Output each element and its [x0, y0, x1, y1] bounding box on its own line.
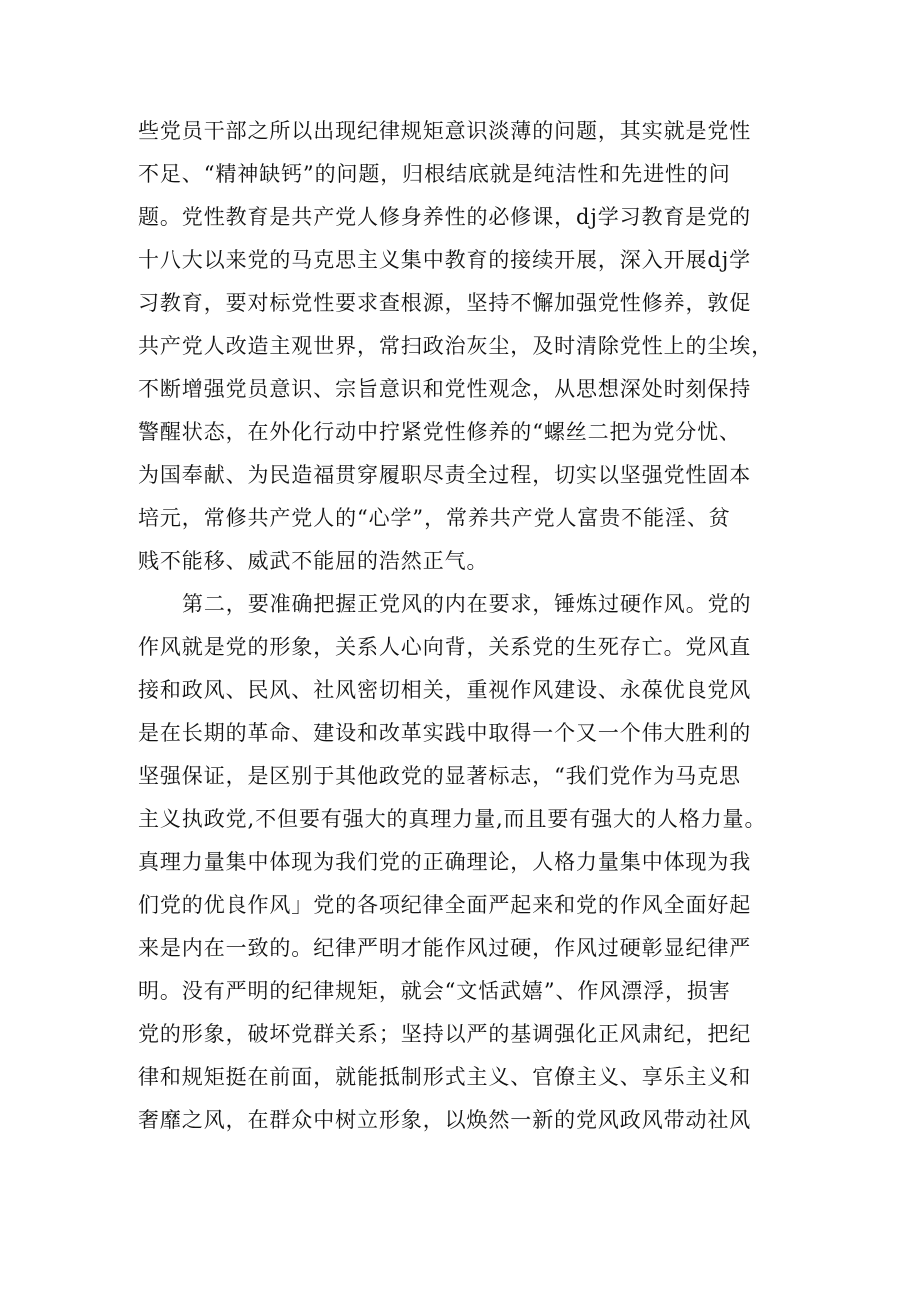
text-line: 接和政风、民风、社风密切相关，重视作风建设、永葆优良党风 [138, 678, 752, 702]
text-line: 培元，常修共产党人的“心学”，常养共产党人富贵不能淫、贫 [138, 506, 731, 530]
text-line: 坚强保证，是区别于其他政党的显著标志，“我们党作为马克思 [138, 764, 741, 788]
text-line: 些党员干部之所以出现纪律规矩意识淡薄的问题，其实就是党性 [138, 119, 752, 143]
text-line: 主义执政党,不但要有强大的真理力量,而且要有强大的人格力量。 [138, 807, 767, 831]
text-line: 贱不能移、威武不能屈的浩然正气。 [138, 549, 489, 573]
text-line: 十八大以来党的马克思主义集中教育的接续开展，深入开展dj学 [138, 248, 752, 272]
text-line: 共产党人改造主观世界，常扫政治灰尘，及时清除党性上的尘埃， [138, 334, 774, 358]
text-line: 作风就是党的形象，关系人心向背，关系党的生死存亡。党风直 [138, 635, 752, 659]
text-line: 第二，要准确把握正党风的内在要求，锤炼过硬作风。党的 [182, 592, 752, 616]
text-line: 来是内在一致的。纪律严明才能作风过硬，作风过硬彰显纪律严 [138, 936, 752, 960]
text-line: 明。没有严明的纪律规矩，就会“文恬武嬉”、作风漂浮，损害 [138, 979, 731, 1003]
text-line: 题。党性教育是共产党人修身养性的必修课，dj学习教育是党的 [138, 205, 752, 229]
text-line: 是在长期的革命、建设和改革实践中取得一个又一个伟大胜利的 [138, 721, 752, 745]
text-line: 习教育，要对标党性要求查根源，坚持不懈加强党性修养，敦促 [138, 291, 752, 315]
text-line: 不断增强党员意识、宗旨意识和党性观念，从思想深处时刻保持 [138, 377, 752, 401]
text-line: 警醒状态，在外化行动中拧紧党性修养的“螺丝二把为党分忧、 [138, 420, 741, 444]
text-line: 为国奉献、为民造福贯穿履职尽责全过程，切实以坚强党性固本 [138, 463, 752, 487]
paragraph [138, 110, 798, 583]
text-line: 律和规矩挺在前面，就能抵制形式主义、官僚主义、享乐主义和 [138, 1065, 752, 1089]
text-line: 真理力量集中体现为我们党的正确理论，人格力量集中体现为我 [138, 850, 752, 874]
text-line: 不足、“精神缺钙”的问题，归根结底就是纯洁性和先进性的问 [138, 162, 731, 186]
text-line: 奢靡之风，在群众中树立形象，以焕然一新的党风政风带动社风 [138, 1108, 752, 1132]
paragraph [138, 583, 798, 1142]
text-line: 们党的优良作风」党的各项纪律全面严起来和党的作风全面好起 [138, 893, 752, 917]
text-line: 党的形象，破坏党群关系；坚持以严的基调强化正风肃纪，把纪 [138, 1022, 752, 1046]
body-text [138, 110, 798, 1142]
